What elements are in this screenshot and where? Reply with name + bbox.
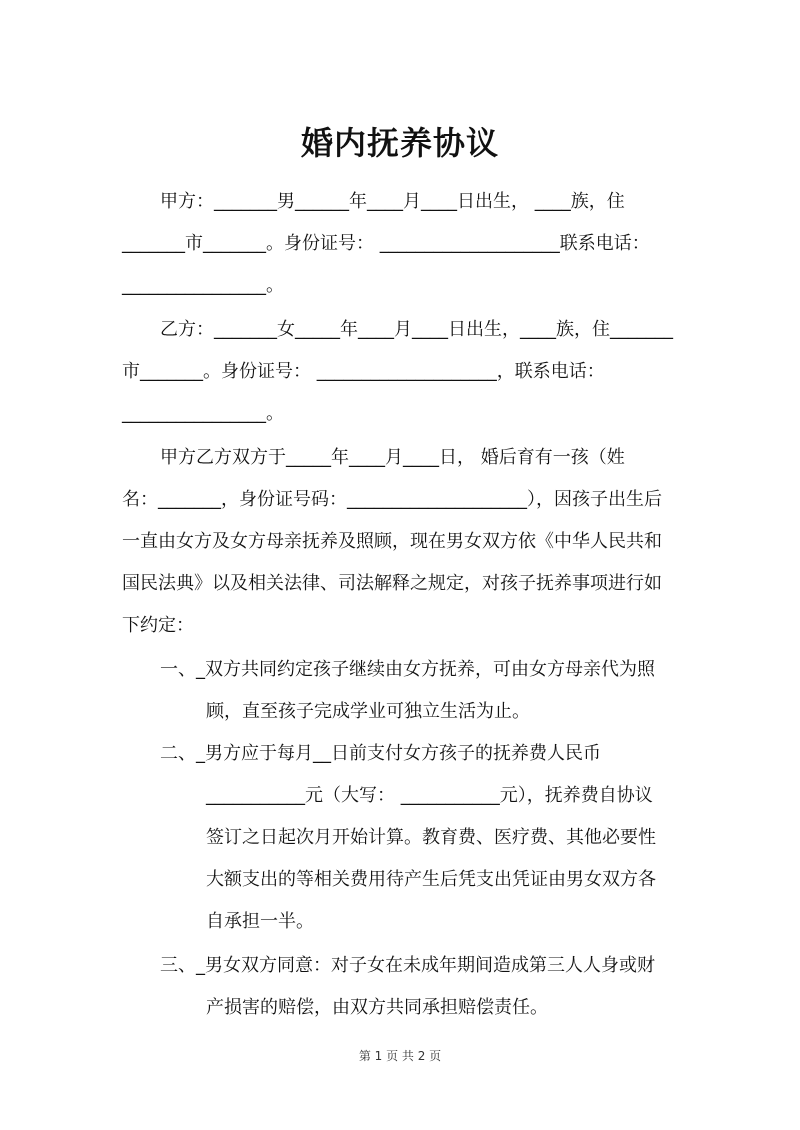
party-a-line-3: ________________。 [122, 275, 284, 296]
clause-2-line-5: 自承担一半。 [206, 911, 314, 932]
clause-2-line-1: 二、_男方应于每月__日前支付女方孩子的抚养费人民币 [160, 743, 601, 764]
clause-2-line-3: 签订之日起次月开始计算。教育费、医疗费、其他必要性 [206, 827, 656, 848]
intro-line-1: 甲方乙方双方于_____年____月____日， 婚后育有一孩（姓 [160, 447, 625, 468]
intro-line-2: 名：_______，身份证号码：____________________），因孩子出生后 [122, 489, 662, 510]
clause-1-line-1: 一、_双方共同约定孩子继续由女方抚养，可由女方母亲代为照 [160, 659, 655, 680]
party-b-line-3: ________________。 [122, 403, 284, 424]
party-b-line-2: 市_______。身份证号： ____________________，联系电话： [122, 361, 605, 382]
document-title: 婚内抚养协议 [300, 124, 499, 162]
party-a-line-2: _______市_______。身份证号： ____________________联系电话： [122, 233, 650, 254]
clause-2-line-4: 大额支出的等相关费用待产生后凭支出凭证由男女双方各 [206, 869, 656, 890]
clause-3-line-1: 三、_男女双方同意：对子女在未成年期间造成第三人人身或财 [160, 955, 655, 976]
intro-line-4: 国民法典》以及相关法律、司法解释之规定，对孩子抚养事项进行如 [122, 573, 662, 594]
page-indicator: 第 1 页 共 2 页 [358, 1049, 442, 1063]
intro-line-3: 一直由女方及女方母亲抚养及照顾，现在男女双方依《中华人民共和 [122, 531, 662, 552]
clause-3-line-2: 产损害的赔偿，由双方共同承担赔偿责任。 [206, 997, 548, 1018]
clause-1-line-2: 顾，直至孩子完成学业可独立生活为止。 [206, 701, 530, 722]
intro-line-5: 下约定： [122, 615, 194, 636]
clause-2-line-2: ___________元（大写： ___________元），抚养费自协议 [206, 785, 653, 806]
party-b-line-1: 乙方：_______女_____年____月____日出生，____族，住_______ [160, 319, 673, 340]
party-a-line-1: 甲方：_______男______年____月____日出生， ____族，住 [160, 191, 625, 212]
